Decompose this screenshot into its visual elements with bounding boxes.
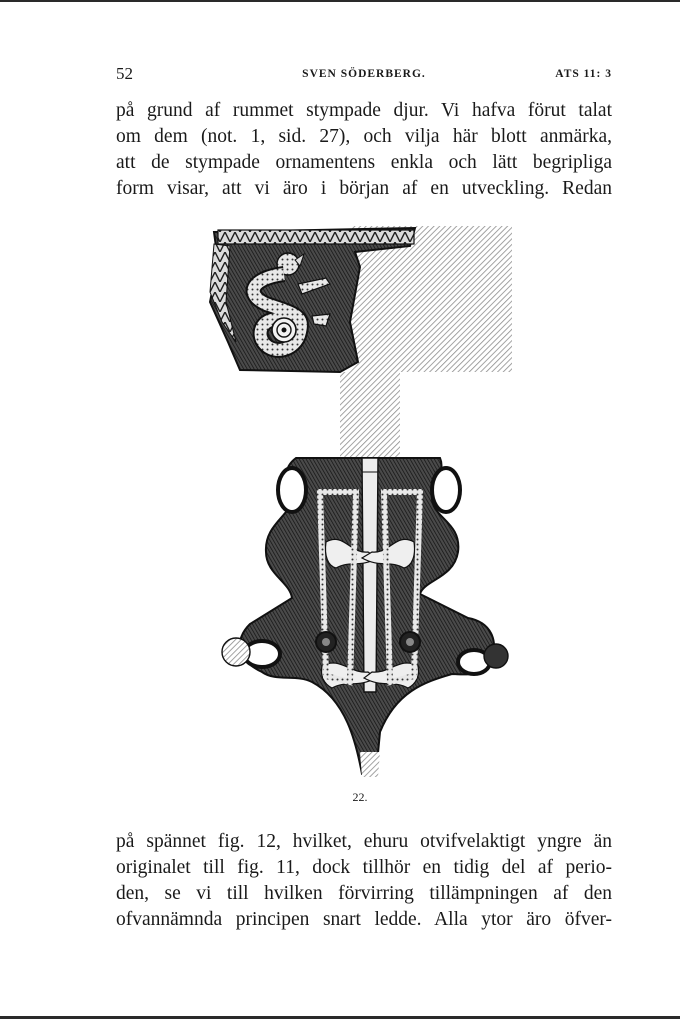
text-line: ofvannämnda principen snart ledde. Alla ytor äro öfver- (116, 909, 612, 930)
text-line: originalet till fig. 11, dock tillhör en tidig del af perio- (116, 857, 612, 878)
hatched-reconstruction (340, 226, 512, 460)
text-line: om dem (not. 1, sid. 27), och vilja här blott anmärka, (116, 126, 612, 147)
top-border-rule (0, 0, 680, 2)
text-line: den, se vi till hvilken förvirring tillämpningen af den (116, 883, 612, 904)
figure-22 (200, 222, 520, 782)
page-number: 52 (116, 64, 133, 83)
text-line: form visar, att vi äro i början af en utveckling. Redan (116, 178, 612, 199)
text-line: på spännet fig. 12, hvilket, ehuru otvifvelaktigt yngre än (116, 831, 612, 852)
text-line: att de stympade ornamentens enkla och lätt begripliga (116, 152, 612, 173)
ornamented-brooch (222, 458, 508, 777)
body-text-bottom (116, 829, 612, 933)
running-title: SVEN SÖDERBERG. (302, 68, 426, 80)
series-mark: ATS 11: 3 (555, 68, 612, 80)
text-line: på grund af rummet stympade djur. Vi hafva förut talat (116, 100, 612, 121)
bottom-border-rule (0, 1016, 680, 1019)
figure-caption: 22. (352, 790, 368, 804)
body-text-top (116, 98, 612, 202)
page-header (116, 64, 612, 86)
